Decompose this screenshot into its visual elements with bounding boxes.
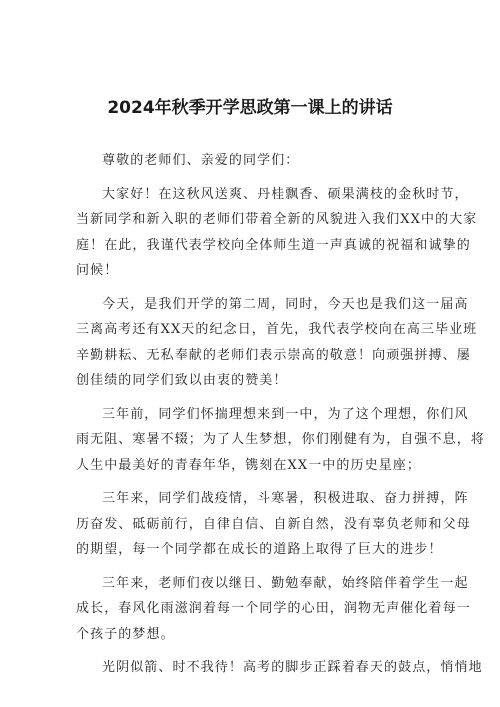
- paragraph-line: 三年来，同学们战疫情，斗寒暑，积极进取、奋力拼搏，阵: [102, 491, 469, 506]
- paragraph-line: 成长，春风化雨滋润着每一个同学的心田，润物无声催化着每一: [76, 601, 471, 616]
- paragraph-1: [76, 182, 478, 284]
- paragraph-gap: [76, 478, 432, 486]
- paragraph-gap: [76, 284, 432, 292]
- document-title: 2024年秋季开学思政第一课上的讲话: [107, 98, 393, 118]
- paragraph-line: 三年前，同学们怀揣理想来到一中，为了这个理想，你们风: [102, 406, 469, 422]
- paragraph-gap: [76, 647, 432, 655]
- paragraph-line: 当新同学和新入职的老师们带着全新的风貌进入我们XX中的大家: [76, 212, 478, 227]
- paragraph-line: 三年来，老师们夜以继日、勤勉奉献，始终陪伴着学生一起: [102, 575, 469, 591]
- paragraph-5: [76, 571, 471, 648]
- paragraph-gap: [76, 394, 432, 402]
- paragraph-line: 的期望，每一个同学都在成长的道路上取得了巨大的进步！: [76, 542, 443, 557]
- paragraph-6: [76, 655, 483, 681]
- paragraph-line: 辛勤耕耘、无私奉献的老师们表示崇高的敬意！向顽强拼搏、屡: [76, 347, 471, 363]
- paragraph-gap: [76, 563, 432, 571]
- paragraph-gap: [76, 174, 432, 182]
- paragraph-line: 个孩子的梦想。: [76, 626, 175, 642]
- paragraph-line: 人生中最美好的青春年华，镌刻在XX一中的历史星座；: [76, 457, 422, 473]
- paragraph-line: 三离高考还有XX天的纪念日，首先，我代表学校向在高三毕业班: [76, 322, 478, 337]
- paragraph-line: 光阴似箭、时不我待！高考的脚步正踩着春天的鼓点，悄悄地: [102, 660, 483, 675]
- paragraph-line: 今天，是我们开学的第二周，同时，今天也是我们这一届高: [102, 296, 469, 312]
- paragraph-line: 大家好！在这秋风送爽、丹桂飘香、硕果满枝的金秋时节，: [102, 186, 469, 202]
- paragraph-line: 创佳绩的同学们致以由衷的赞美！: [76, 373, 288, 388]
- paragraph-line: 雨无阻、寒暑不辍；为了人生梦想，你们刚健有为，自强不息，将: [76, 432, 485, 447]
- greeting-line: 尊敬的老师们、亲爱的同学们：: [102, 153, 300, 168]
- document-body: [76, 148, 485, 681]
- paragraph-3: [76, 402, 485, 479]
- paragraph-4: [76, 486, 471, 563]
- paragraph-line: 问候！: [76, 263, 119, 278]
- paragraph-2: [76, 292, 478, 394]
- paragraph-line: 历奋发、砥砺前行，自律自信、自新自然，没有辜负老师和父母: [76, 516, 471, 532]
- paragraph-line: 庭！在此，我谨代表学校向全体师生道一声真诚的祝福和诚挚的: [76, 237, 471, 253]
